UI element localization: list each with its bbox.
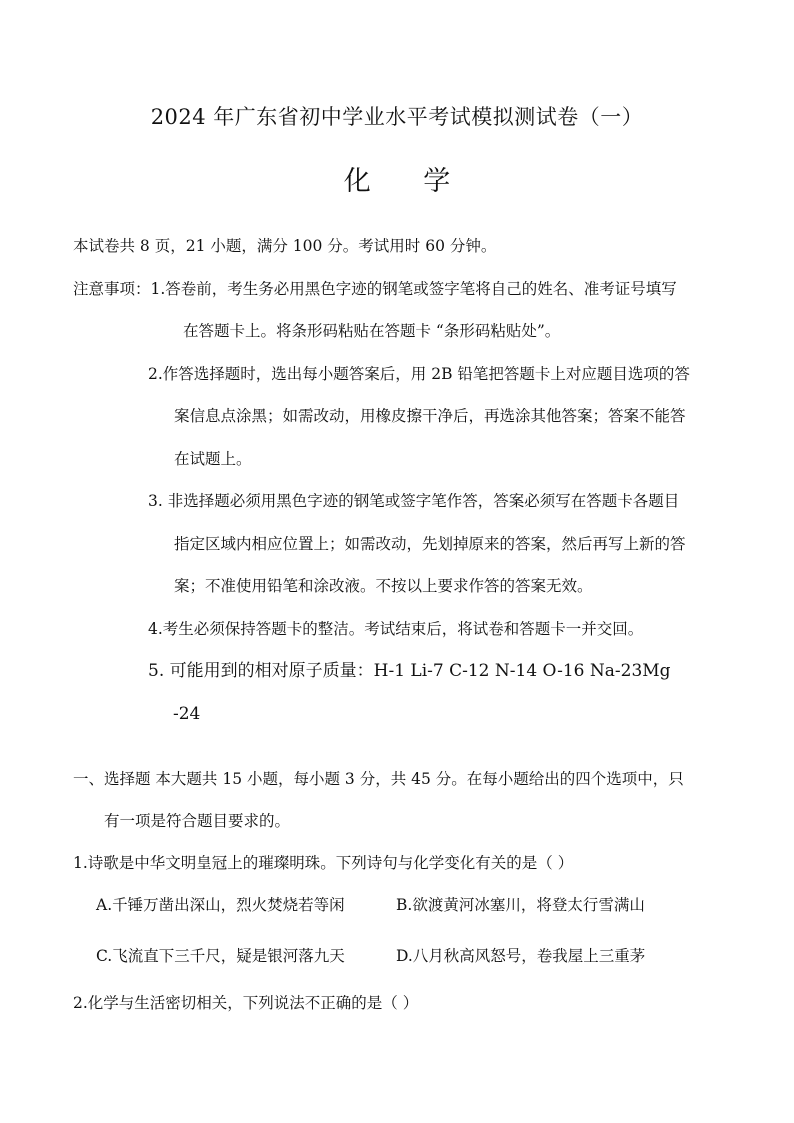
question-1-option-d: D.八月秋高风怒号，卷我屋上三重茅 bbox=[396, 947, 646, 965]
subject-title: 化 学 bbox=[343, 166, 473, 197]
notice-item-3-line-2: 指定区域内相应位置上；如需改动，先划掉原来的答案，然后再写上新的答 bbox=[174, 535, 686, 553]
notice-item-5-line-1: 5. 可能用到的相对原子质量：H-1 Li-7 C-12 N-14 O-16 Na-23Mg bbox=[148, 661, 671, 681]
notice-item-3-line-1: 3. 非选择题必须用黑色字迹的钢笔或签字笔作答，答案必须写在答题卡各题目 bbox=[148, 492, 680, 510]
question-1-option-a: A.千锤万凿出深山，烈火焚烧若等闲 bbox=[96, 896, 345, 914]
notice-item-1-line-2: 在答题卡上。将条形码粘贴在答题卡 “条形码粘贴处”。 bbox=[183, 322, 561, 340]
question-2-stem: 2.化学与生活密切相关，下列说法不正确的是（ ） bbox=[73, 994, 419, 1012]
notice-item-3-line-3: 案；不准使用铅笔和涂改液。不按以上要求作答的答案无效。 bbox=[174, 577, 593, 595]
notice-item-2-line-2: 案信息点涂黑；如需改动，用橡皮擦干净后，再选涂其他答案；答案不能答 bbox=[174, 407, 686, 425]
notice-item-1-text: 1.答卷前，考生务必用黑色字迹的钢笔或签字笔将自己的姓名、准考证号填写 bbox=[150, 280, 677, 298]
exam-intro: 本试卷共 8 页，21 小题，满分 100 分。考试用时 60 分钟。 bbox=[73, 237, 497, 255]
question-1-option-b: B.欲渡黄河冰塞川，将登太行雪满山 bbox=[396, 896, 645, 914]
notice-item-1-line-1 bbox=[73, 279, 677, 299]
exam-title: 2024 年广东省初中学业水平考试模拟测试卷（一） bbox=[150, 105, 644, 129]
notice-item-5-line-2: -24 bbox=[173, 704, 201, 724]
section-1-heading-line-1: 一、选择题 本大题共 15 小题，每小题 3 分，共 45 分。在每小题给出的四个选项中，只 bbox=[73, 770, 684, 788]
section-1-heading-line-2: 有一项是符合题目要求的。 bbox=[104, 812, 291, 830]
question-1-stem: 1.诗歌是中华文明皇冠上的璀璨明珠。下列诗句与化学变化有关的是（ ） bbox=[73, 854, 574, 872]
question-1-option-c: C.飞流直下三千尺，疑是银河落九天 bbox=[96, 947, 345, 965]
notice-item-2-line-3: 在试题上。 bbox=[174, 450, 252, 468]
notice-item-4: 4.考生必须保持答题卡的整洁。考试结束后，将试卷和答题卡一并交回。 bbox=[148, 620, 644, 638]
notice-item-2-line-1: 2.作答选择题时，选出每小题答案后，用 2B 铅笔把答题卡上对应题目选项的答 bbox=[148, 365, 690, 383]
notice-label: 注意事项： bbox=[73, 280, 151, 298]
